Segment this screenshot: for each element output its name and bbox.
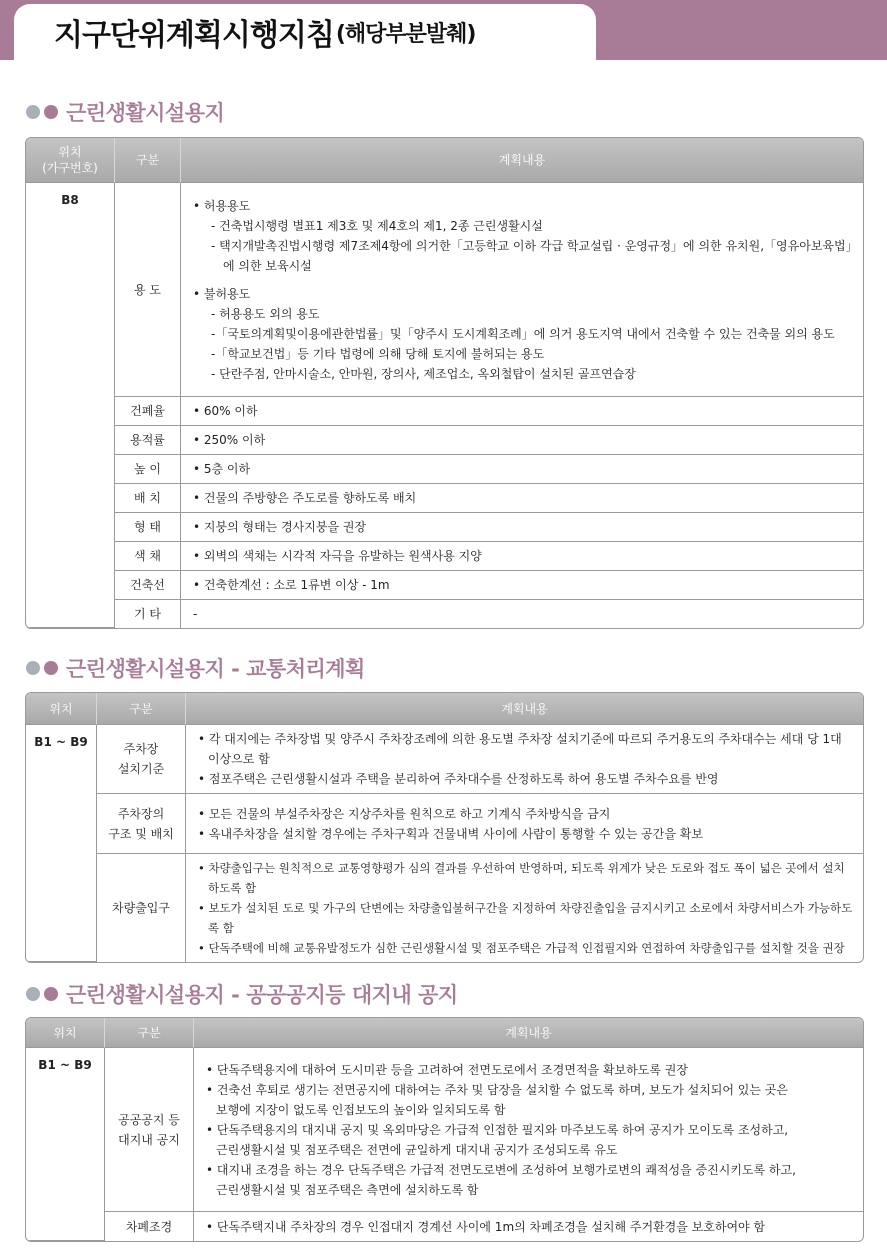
category-cell: 높 이	[115, 455, 181, 484]
list-item: -「국토의계획및이용에관한법률」및「양주시 도시계획조례」에 의거 용도지역 내에서 건축할 수 있는 건축물 외의 용도	[211, 326, 835, 341]
table-row	[26, 854, 863, 962]
content-cell: -	[193, 607, 198, 621]
page-subtitle: (해당부분발췌)	[335, 21, 476, 47]
content-cell	[194, 1212, 863, 1241]
mauve-dot-icon	[44, 987, 58, 1001]
section1-table	[25, 137, 864, 629]
grey-dot-icon	[26, 105, 40, 119]
content-cell: • 지붕의 형태는 경사지붕을 권장	[181, 513, 863, 542]
table-row	[26, 571, 863, 600]
content-cell	[186, 854, 863, 962]
col-location-header: 위치	[26, 693, 97, 725]
category-cell: 배 치	[115, 484, 181, 513]
category-cell: 차량출입구	[97, 854, 186, 962]
category-cell: 공공공지 등 대지내 공지	[105, 1048, 194, 1212]
table-row	[26, 183, 863, 397]
list-item: • 건축선 후퇴로 생기는 전면공지에 대하여는 주차 및 담장을 설치할 수 없도록 하며, 보도가 설치되어 있는 곳은 보행에 지장이 없도록 인접보도의 높이와 일치되도록 함	[206, 1082, 788, 1117]
list-item: • 단독주택용지에 대하여 도시미관 등을 고려하여 전면도로에서 조경면적을 확보하도록 권장	[206, 1062, 688, 1077]
prohibited-title: • 불허용도	[193, 286, 251, 301]
section2-table	[25, 692, 864, 963]
location-cell: B1 ~ B9	[26, 1048, 105, 1241]
table-row	[26, 725, 863, 794]
section3-title: 근린생활시설용지 - 공공공지등 대지내 공지	[66, 983, 458, 1007]
table-row	[26, 426, 863, 455]
grey-dot-icon	[26, 661, 40, 675]
list-item: • 단독주택지내 주차장의 경우 인접대지 경계선 사이에 1m의 차폐조경을 설치해 주거환경을 보호하여야 함	[206, 1219, 766, 1234]
content-cell: • 250% 이하	[181, 426, 863, 455]
category-cell: 차폐조경	[105, 1212, 194, 1241]
category-cell: 주차장의 구조 및 배치	[97, 794, 186, 854]
list-item: • 보도가 설치된 도로 및 가구의 단변에는 차량출입불허구간을 지정하여 차량진출입을 금지시키고 소로에서 차량서비스가 가능하도록 함	[198, 901, 853, 935]
permitted-title: • 허용용도	[193, 198, 251, 213]
list-item: • 차량출입구는 원칙적으로 교통영향평가 심의 결과를 우선하여 반영하며, 되도록 위계가 낮은 도로와 접도 폭이 넓은 곳에서 설치하도록 함	[198, 861, 845, 895]
location-cell: B1 ~ B9	[26, 725, 97, 962]
list-item: • 대지내 조경을 하는 경우 단독주택은 가급적 전면도로변에 조성하여 보행가로변의 쾌적성을 증진시키도록 하고, 근린생활시설 및 점포주택은 측면에 설치하도록 함	[206, 1162, 796, 1197]
grey-dot-icon	[26, 987, 40, 1001]
content-cell	[186, 794, 863, 854]
content-cell: • 건물의 주방향은 주도로를 향하도록 배치	[181, 484, 863, 513]
col-location-header: 위치 (가구번호)	[26, 138, 115, 183]
table-row	[26, 397, 863, 426]
category-cell: 색 채	[115, 542, 181, 571]
table-row	[26, 455, 863, 484]
col-category-header: 구분	[115, 138, 181, 183]
col-category-header: 구분	[97, 693, 186, 725]
category-cell: 건축선	[115, 571, 181, 600]
list-item: - 허용용도 외의 용도	[211, 306, 320, 321]
section1-title: 근린생활시설용지	[66, 101, 225, 125]
list-item: • 단독주택에 비해 교통유발정도가 심한 근린생활시설 및 점포주택은 가급적 인접필지와 연접하여 차량출입구를 설치할 것을 권장	[198, 941, 845, 955]
list-item: - 건축법시행령 별표1 제3호 및 제4호의 제1, 2종 근린생활시설	[211, 218, 543, 233]
list-item: • 단독주택용지의 대지내 공지 및 옥외마당은 가급적 인접한 필지와 마주보도록 하여 공지가 모이도록 조성하고, 근린생활시설 및 점포주택은 전면에 균일하게 대지내 공지가 조성되도록 유도	[206, 1122, 789, 1157]
list-item: • 각 대지에는 주차장법 및 양주시 주차장조례에 의한 용도별 주차장 설치기준에 따르되 주거용도의 주차대수는 세대 당 1대 이상으로 함	[198, 732, 842, 766]
col-content-header: 계획내용	[186, 693, 863, 725]
page-title: 지구단위계획시행지침	[54, 18, 334, 53]
content-cell: • 60% 이하	[181, 397, 863, 426]
table-row	[26, 1212, 863, 1241]
content-cell: • 5층 이하	[181, 455, 863, 484]
table-row	[26, 1048, 863, 1212]
table-row	[26, 794, 863, 854]
col-location-header: 위치	[26, 1018, 105, 1048]
title-tab	[14, 4, 596, 60]
list-item: -「학교보건법」등 기타 법령에 의해 당해 토지에 불허되는 용도	[211, 346, 545, 361]
col-category-header: 구분	[105, 1018, 194, 1048]
mauve-dot-icon	[44, 661, 58, 675]
category-cell: 건폐율	[115, 397, 181, 426]
section3-table	[25, 1017, 864, 1242]
content-cell	[186, 725, 863, 794]
category-cell: 형 태	[115, 513, 181, 542]
section2-title: 근린생활시설용지 - 교통처리계획	[66, 657, 365, 681]
table-row	[26, 542, 863, 571]
content-cell: • 외벽의 색채는 시각적 자극을 유발하는 원색사용 지양	[181, 542, 863, 571]
table-row	[26, 484, 863, 513]
section2-heading	[26, 653, 365, 683]
list-item: • 옥내주차장을 설치할 경우에는 주차구획과 건물내벽 사이에 사람이 통행할 수 있는 공간을 확보	[198, 826, 703, 841]
table-row	[26, 513, 863, 542]
location-cell: B8	[26, 183, 115, 628]
category-cell: 기 타	[115, 600, 181, 628]
category-cell: 주차장 설치기준	[97, 725, 186, 794]
section3-heading	[26, 979, 458, 1009]
col-content-header: 계획내용	[181, 138, 863, 183]
table-row	[26, 600, 863, 628]
mauve-dot-icon	[44, 105, 58, 119]
category-cell: 용적률	[115, 426, 181, 455]
col-content-header: 계획내용	[194, 1018, 863, 1048]
list-item: - 택지개발촉진법시행령 제7조제4항에 의거한「고등학교 이하 각급 학교설립 · 운영규정」에 의한 유치원,「영유아보육법」에 의한 보육시설	[211, 238, 852, 273]
category-cell: 용 도	[115, 183, 181, 397]
content-cell	[181, 183, 863, 397]
list-item: • 점포주택은 근린생활시설과 주택을 분리하여 주차대수를 산정하도록 하여 용도별 주차수요를 반영	[198, 772, 719, 786]
list-item: - 단란주점, 안마시술소, 안마원, 장의사, 제조업소, 옥외철탑이 설치된 골프연습장	[211, 366, 636, 381]
content-cell: • 건축한계선 : 소로 1류변 이상 - 1m	[181, 571, 863, 600]
list-item: • 모든 건물의 부설주차장은 지상주차를 원칙으로 하고 기계식 주차방식을 금지	[198, 806, 611, 821]
section1-heading	[26, 97, 224, 127]
content-cell	[194, 1048, 863, 1212]
